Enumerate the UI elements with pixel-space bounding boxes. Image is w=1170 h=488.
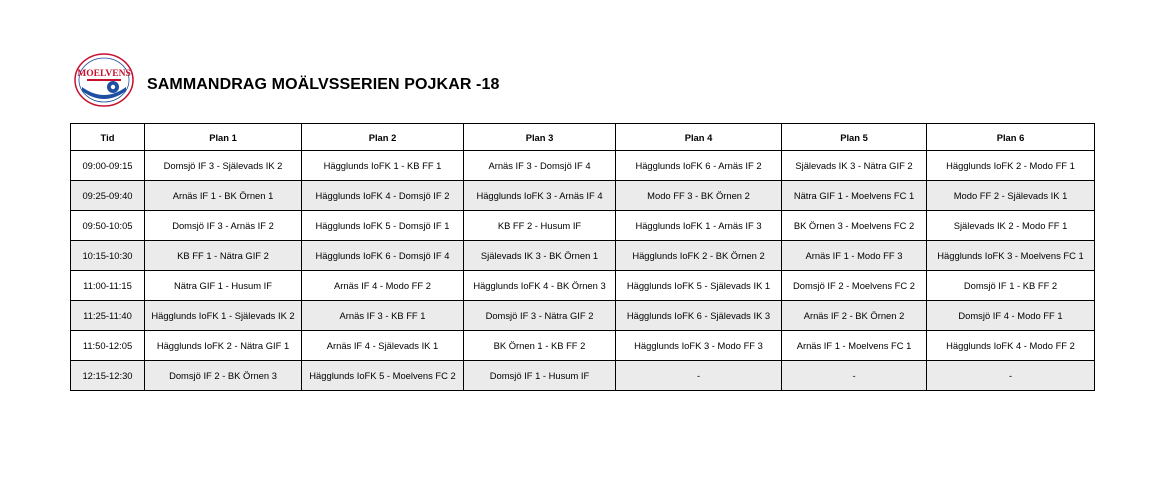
match-cell: Domsjö IF 3 - Arnäs IF 2 [145,211,302,241]
match-cell: Hägglunds IoFK 6 - Själevads IK 3 [616,301,782,331]
logo-text: MOELVENS [77,69,131,79]
match-cell: Hägglunds IoFK 2 - BK Örnen 2 [616,241,782,271]
match-cell: Hägglunds IoFK 5 - Domsjö IF 1 [302,211,464,241]
table-row [71,211,1095,241]
empty-match-cell: - [782,361,927,391]
match-cell: Själevads IK 2 - Modo FF 1 [927,211,1095,241]
match-cell: Hägglunds IoFK 1 - KB FF 1 [302,151,464,181]
match-cell: Arnäs IF 1 - Moelvens FC 1 [782,331,927,361]
match-cell: Domsjö IF 2 - Moelvens FC 2 [782,271,927,301]
match-cell: Hägglunds IoFK 1 - Arnäs IF 3 [616,211,782,241]
table-row [71,331,1095,361]
match-cell: Själevads IK 3 - Nätra GIF 2 [782,151,927,181]
page-title: SAMMANDRAG MOÄLVSSERIEN POJKAR -18 [147,76,500,93]
match-cell: Hägglunds IoFK 5 - Själevads IK 1 [616,271,782,301]
match-cell: Modo FF 3 - BK Örnen 2 [616,181,782,211]
match-cell: Hägglunds IoFK 4 - Modo FF 2 [927,331,1095,361]
match-cell: Hägglunds IoFK 3 - Moelvens FC 1 [927,241,1095,271]
match-cell: KB FF 2 - Husum IF [464,211,616,241]
match-cell: BK Örnen 3 - Moelvens FC 2 [782,211,927,241]
match-cell: Arnäs IF 3 - Domsjö IF 4 [464,151,616,181]
match-cell: Själevads IK 3 - BK Örnen 1 [464,241,616,271]
match-cell: Domsjö IF 1 - Husum IF [464,361,616,391]
match-cell: Hägglunds IoFK 4 - BK Örnen 3 [464,271,616,301]
empty-match-cell: - [927,361,1095,391]
match-cell: Hägglunds IoFK 4 - Domsjö IF 2 [302,181,464,211]
match-cell: Domsjö IF 3 - Nätra GIF 2 [464,301,616,331]
club-crest-icon [74,53,134,107]
time-cell: 09:50-10:05 [71,211,145,241]
column-header-plan-3: Plan 3 [464,124,616,151]
match-cell: Nätra GIF 1 - Moelvens FC 1 [782,181,927,211]
match-cell: Hägglunds IoFK 1 - Själevads IK 2 [145,301,302,331]
table-row [71,301,1095,331]
table-row [71,271,1095,301]
match-cell: Domsjö IF 3 - Själevads IK 2 [145,151,302,181]
match-cell: Domsjö IF 2 - BK Örnen 3 [145,361,302,391]
column-header-plan-5: Plan 5 [782,124,927,151]
match-cell: Domsjö IF 4 - Modo FF 1 [927,301,1095,331]
header-row [71,124,1095,151]
table-row [71,361,1095,391]
schedule-table [70,123,1095,391]
match-cell: KB FF 1 - Nätra GIF 2 [145,241,302,271]
time-cell: 12:15-12:30 [71,361,145,391]
match-cell: Arnäs IF 1 - BK Örnen 1 [145,181,302,211]
match-cell: Modo FF 2 - Själevads IK 1 [927,181,1095,211]
empty-match-cell: - [616,361,782,391]
column-header-time: Tid [71,124,145,151]
column-header-plan-2: Plan 2 [302,124,464,151]
match-cell: Hägglunds IoFK 2 - Nätra GIF 1 [145,331,302,361]
match-cell: Nätra GIF 1 - Husum IF [145,271,302,301]
time-cell: 11:25-11:40 [71,301,145,331]
match-cell: Hägglunds IoFK 6 - Arnäs IF 2 [616,151,782,181]
table-row [71,241,1095,271]
match-cell: Arnäs IF 4 - Modo FF 2 [302,271,464,301]
match-cell: Hägglunds IoFK 3 - Arnäs IF 4 [464,181,616,211]
time-cell: 11:50-12:05 [71,331,145,361]
match-cell: Arnäs IF 2 - BK Örnen 2 [782,301,927,331]
match-cell: Arnäs IF 3 - KB FF 1 [302,301,464,331]
match-cell: Domsjö IF 1 - KB FF 2 [927,271,1095,301]
match-cell: Hägglunds IoFK 3 - Modo FF 3 [616,331,782,361]
table-row [71,151,1095,181]
match-cell: Hägglunds IoFK 2 - Modo FF 1 [927,151,1095,181]
match-cell: Arnäs IF 4 - Själevads IK 1 [302,331,464,361]
time-cell: 09:00-09:15 [71,151,145,181]
match-cell: BK Örnen 1 - KB FF 2 [464,331,616,361]
match-cell: Hägglunds IoFK 5 - Moelvens FC 2 [302,361,464,391]
column-header-plan-4: Plan 4 [616,124,782,151]
match-cell: Arnäs IF 1 - Modo FF 3 [782,241,927,271]
table-row [71,181,1095,211]
time-cell: 09:25-09:40 [71,181,145,211]
column-header-plan-6: Plan 6 [927,124,1095,151]
match-cell: Hägglunds IoFK 6 - Domsjö IF 4 [302,241,464,271]
time-cell: 10:15-10:30 [71,241,145,271]
time-cell: 11:00-11:15 [71,271,145,301]
column-header-plan-1: Plan 1 [145,124,302,151]
